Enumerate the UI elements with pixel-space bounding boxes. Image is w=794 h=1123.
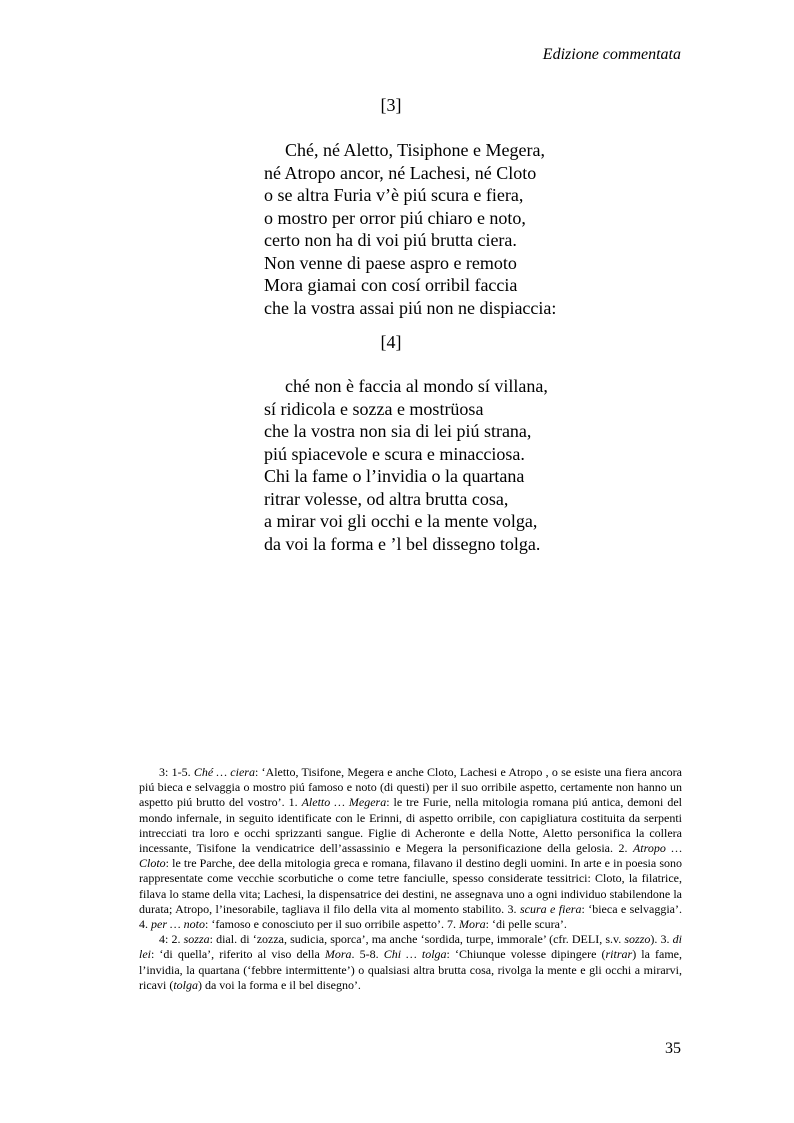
stanza-number — [0, 332, 794, 353]
note-lemma: Atropo … Cloto — [139, 841, 682, 871]
note-lemma: Aletto … Megera — [301, 795, 387, 810]
stanza-number-text: [3] — [380, 95, 402, 115]
running-header: Edizione commentata — [542, 46, 681, 63]
verse-line: piú spiacevole e scura e minacciosa. — [264, 443, 525, 464]
verse-line: certo non ha di voi piú brutta ciera. — [264, 230, 517, 250]
note-text: : dial. di ‘zozza, sudicia, sporca’, ma anche ‘sordida, turpe, immorale’ (cfr. DELI, s.v. — [209, 932, 625, 947]
verse-line: ché non è faccia al mondo sí villana, — [285, 376, 548, 396]
note-text: : ‘di pelle scura’. — [485, 917, 567, 932]
note-text: : ‘famoso e conosciuto per il suo orribile aspetto’. 7. — [205, 917, 459, 932]
note-text: 3: 1-5. — [159, 765, 194, 779]
verse-line: a mirar voi gli occhi e la mente volga, — [264, 511, 538, 531]
verse-line: sí ridicola e sozza e mostrüosa — [264, 398, 484, 419]
verse-line: o mostro per orror piú chiaro e noto, — [264, 207, 526, 228]
note-text: : le tre Parche, dee della mitologia greca e romana, filavano il destino degli uomini. In arte e in poesia sono rappresentate come vecchie scorbutiche o come tetre fanciulle, spesso considerate tessitrici: Cloto, la filatrice, filava lo stame della vita; Lachesi, la dispensatrice dei destini, ne assegnava uno a ogni individuo stabilendone la durata; Atropo, l’inesorabile, tagliava il filo della vita al momento stabilito. 3. — [139, 856, 682, 916]
page-number: 35 — [665, 1040, 681, 1057]
note-lemma: ritrar — [605, 947, 633, 962]
verse-line: ritrar volesse, od altra brutta cosa, — [264, 488, 509, 509]
note-lemma: sozzo — [624, 932, 651, 947]
note-text: ). 3. — [650, 932, 673, 947]
stanza-3 — [264, 139, 556, 319]
note-text: ) la fame, l’invidia, la quartana (‘febbre intermittente’) o qualsiasi altra brutta cosa, rivolga la mente e gli occhi a mirarvi, ricavi ( — [139, 947, 683, 992]
verse-line: che la vostra assai piú non ne dispiaccia: — [264, 297, 557, 318]
stanza-number-text: [4] — [380, 332, 402, 352]
note-lemma: sozza — [183, 932, 210, 947]
verse-line: che la vostra non sia di lei piú strana, — [264, 421, 532, 441]
note-stanza-3 — [139, 765, 682, 932]
note-lemma: tolga — [173, 977, 198, 992]
note-lemma: scura e fiera — [519, 901, 582, 916]
note-text: . 5-8. — [351, 947, 384, 962]
commentary-notes — [139, 765, 682, 993]
verse-line: da voi la forma e ’l bel dissegno tolga. — [264, 533, 541, 554]
note-stanza-4 — [139, 932, 682, 993]
note-lemma: Mora — [458, 917, 486, 932]
stanza-number — [0, 95, 794, 116]
stanza-4 — [264, 375, 548, 555]
note-lemma: Mora — [324, 947, 352, 962]
verse-line: Mora giamai con cosí orribil faccia — [264, 275, 518, 295]
verse-line: Chi la fame o l’invidia o la quartana — [264, 466, 525, 486]
note-lemma: di lei — [139, 932, 683, 962]
note-text: 4: 2. — [159, 932, 184, 947]
note-text: : le tre Furie, nella mitologia romana piú antica, demoni del mondo infernale, in seguito identificate con le Erinni, di aspetto orribile, con capigliatura costituita da serpenti intrecciati tra loro e occhi sprizzanti sangue. Figlie di Acheronte e della Notte, Aletto personifica la collera incessante, Tisifone la vendicatrice dell’assassinio e Megera la personificazione della gelosia. 2. — [139, 795, 682, 856]
note-text: : ‘bieca e selvaggia’. 4. — [139, 901, 682, 932]
verse-line: Ché, né Aletto, Tisiphone e Megera, — [285, 140, 545, 160]
note-text: : ‘Aletto, Tisifone, Megera e anche Cloto, Lachesi e Atropo , o se esiste una fiera ancora piú bieca e selvaggia o mostro piú famoso e noto (di questi) per il suo orribile aspetto, certamente non hanno un aspetto piú brutto del vostro’. 1. — [139, 765, 682, 810]
note-lemma: per … noto — [151, 917, 205, 932]
note-text: : ‘di quella’, riferito al viso della — [151, 947, 325, 962]
verse-line: o se altra Furia v’è piú scura e fiera, — [264, 185, 524, 205]
verse-line: né Atropo ancor, né Lachesi, né Cloto — [264, 162, 537, 183]
verse-line: Non venne di paese aspro e remoto — [264, 252, 517, 273]
note-text: ) da voi la forma e il bel disegno’. — [197, 977, 361, 992]
note-lemma: Chi … tolga — [383, 947, 447, 962]
note-text: : ‘Chiunque volesse dipingere ( — [446, 947, 606, 962]
note-lemma: Ché … ciera — [193, 765, 255, 779]
